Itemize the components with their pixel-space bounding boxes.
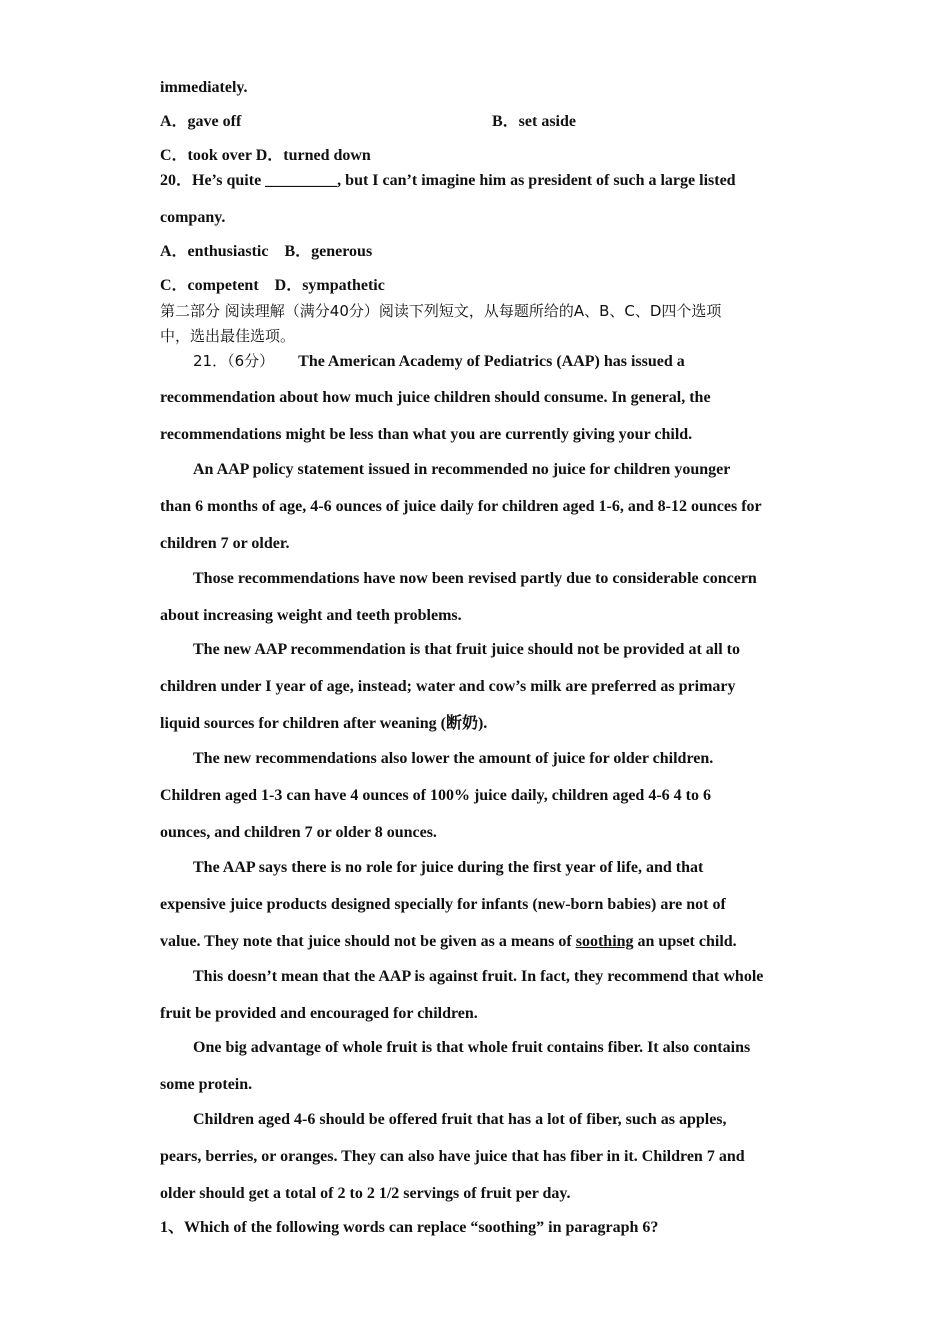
passage-p4-line3: liquid sources for children after weaning (断奶).: [160, 715, 488, 732]
q20-options-ab: A．enthusiastic B．generous: [160, 243, 373, 260]
q20-stem-line2: company.: [160, 209, 226, 226]
q20-options-cd: C．competent D．sympathetic: [160, 277, 385, 294]
passage-p2-line2: than 6 months of age, 4-6 ounces of juice daily for children aged 1-6, and 8-12 ounces for: [160, 498, 762, 515]
passage-p6-line1: The AAP says there is no role for juice during the first year of life, and that: [193, 859, 704, 876]
passage-p4-line2: children under I year of age, instead; water and cow’s milk are preferred as primary: [160, 678, 736, 695]
passage-p1-line3: recommendations might be less than what you are currently giving your child.: [160, 426, 693, 443]
passage-p5-line1: The new recommendations also lower the amount of juice for older children.: [193, 750, 714, 767]
q19-option-a: A．gave off: [160, 113, 242, 130]
passage-p1-line1: [193, 351, 685, 372]
q20-stem-line1: 20．He’s quite _________, but I can’t imagine him as president of such a large listed: [160, 172, 736, 189]
passage-p3-line1: Those recommendations have now been revised partly due to considerable concern: [193, 570, 757, 587]
p6-line3-before: value. They note that juice should not be given as a means of: [160, 933, 576, 950]
soothing-underlined-word: soothing: [575, 933, 634, 950]
q19-option-cd: C．took over D．turned down: [160, 147, 371, 164]
p6-line3-after: an upset child.: [633, 933, 737, 950]
passage-p7-line2: fruit be provided and encouraged for children.: [160, 1005, 478, 1022]
passage-p8-line2: some protein.: [160, 1076, 253, 1093]
passage-p9-line2: pears, berries, or oranges. They can also have juice that has fiber in it. Children 7 and: [160, 1148, 745, 1165]
section2-heading-line2: 中，选出最佳选项。: [160, 327, 296, 345]
passage-p7-line1: This doesn’t mean that the AAP is against fruit. In fact, they recommend that whole: [193, 968, 764, 985]
question-1-stem: 1、Which of the following words can replace “soothing” in paragraph 6?: [160, 1219, 659, 1236]
passage-p6-line3: [160, 932, 737, 952]
passage-p8-line1: One big advantage of whole fruit is that whole fruit contains fiber. It also contains: [193, 1039, 751, 1056]
passage-p3-line2: about increasing weight and teeth problems.: [160, 607, 462, 624]
passage-p2-line1: An AAP policy statement issued in recommended no juice for children younger: [193, 461, 731, 478]
passage-p1-line2: recommendation about how much juice children should consume. In general, the: [160, 389, 711, 406]
question-label: 21．（6分）: [193, 352, 275, 370]
q19-option-b: B．set aside: [492, 113, 577, 130]
passage-p5-line2: Children aged 1-3 can have 4 ounces of 100% juice daily, children aged 4-6 4 to 6: [160, 787, 711, 804]
passage-p9-line1: Children aged 4-6 should be offered fruit that has a lot of fiber, such as apples,: [193, 1111, 727, 1128]
section2-heading-line1: 第二部分 阅读理解（满分40分）阅读下列短文，从每题所给的A、B、C、D四个选项: [160, 302, 722, 320]
passage-p2-line3: children 7 or older.: [160, 535, 290, 552]
passage-p1-line1-text: The American Academy of Pediatrics (AAP) has issued a: [298, 353, 685, 370]
passage-p6-line2: expensive juice products designed specially for infants (new-born babies) are not of: [160, 896, 726, 913]
passage-p5-line3: ounces, and children 7 or older 8 ounces.: [160, 824, 437, 841]
passage-p4-line1: The new AAP recommendation is that fruit juice should not be provided at all to: [193, 641, 740, 658]
passage-p9-line3: older should get a total of 2 to 2 1/2 servings of fruit per day.: [160, 1185, 571, 1202]
q19-stem-tail: immediately.: [160, 79, 248, 96]
